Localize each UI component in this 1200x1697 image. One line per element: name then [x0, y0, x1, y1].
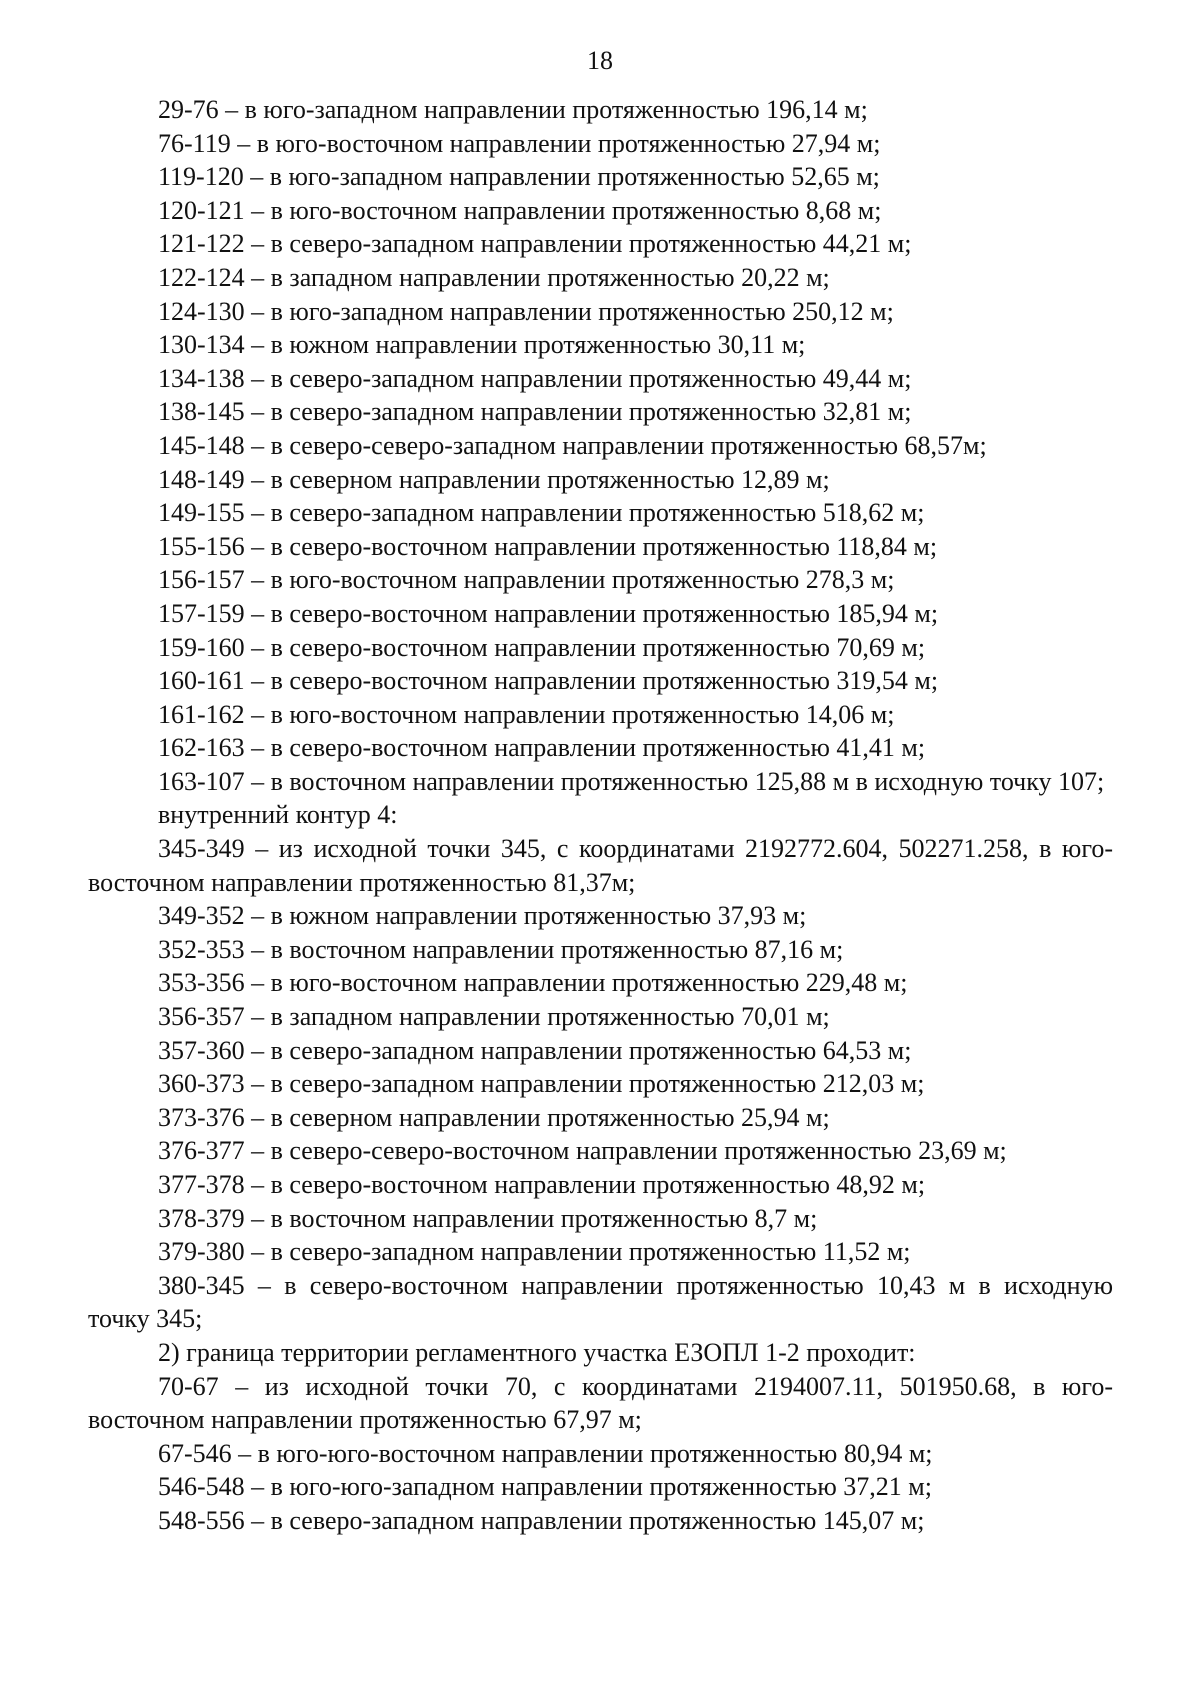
boundary-segment: 120-121 – в юго-восточном направлении протяженностью 8,68 м;	[158, 195, 882, 225]
boundary-segment: 159-160 – в северо-восточном направлении протяженностью 70,69 м;	[158, 632, 926, 662]
boundary-segment: 138-145 – в северо-западном направлении протяженностью 32,81 м;	[158, 397, 912, 427]
boundary-segment: 124-130 – в юго-западном направлении протяженностью 250,12 м;	[158, 296, 894, 326]
boundary-segment: 379-380 – в северо-западном направлении протяженностью 11,52 м;	[158, 1237, 911, 1267]
boundary-segment: 76-119 – в юго-восточном направлении протяженностью 27,94 м;	[158, 128, 881, 158]
boundary-segment: 119-120 – в юго-западном направлении протяженностью 52,65 м;	[158, 162, 880, 192]
boundary-segment: 378-379 – в восточном направлении протяженностью 8,7 м;	[158, 1203, 818, 1233]
boundary-segment: 155-156 – в северо-восточном направлении протяженностью 118,84 м;	[158, 531, 938, 561]
section-heading: 2) граница территории регламентного участка ЕЗОПЛ 1-2 проходит:	[158, 1337, 916, 1367]
boundary-segment: 156-157 – в юго-восточном направлении протяженностью 278,3 м;	[158, 565, 895, 595]
contour-heading: внутренний контур 4:	[158, 800, 398, 830]
boundary-segment: 122-124 – в западном направлении протяженностью 20,22 м;	[158, 262, 830, 292]
boundary-segment: 357-360 – в северо-западном направлении протяженностью 64,53 м;	[158, 1035, 912, 1065]
boundary-segment: 145-148 – в северо-северо-западном направлении протяженностью 68,57м;	[158, 430, 987, 460]
boundary-segment: 349-352 – в южном направлении протяженностью 37,93 м;	[158, 901, 807, 931]
boundary-segment: 360-373 – в северо-западном направлении протяженностью 212,03 м;	[158, 1069, 925, 1099]
boundary-segment: 149-155 – в северо-западном направлении протяженностью 518,62 м;	[158, 498, 925, 528]
boundary-segment: 352-353 – в восточном направлении протяженностью 87,16 м;	[158, 934, 844, 964]
boundary-segment: 130-134 – в южном направлении протяженностью 30,11 м;	[158, 330, 806, 360]
boundary-segment: 373-376 – в северном направлении протяженностью 25,94 м;	[158, 1102, 830, 1132]
boundary-segment: 121-122 – в северо-западном направлении протяженностью 44,21 м;	[158, 229, 912, 259]
boundary-segment: 356-357 – в западном направлении протяженностью 70,01 м;	[158, 1002, 830, 1032]
boundary-segment: 29-76 – в юго-западном направлении протяженностью 196,14 м;	[158, 95, 868, 124]
boundary-segment-start: 70-67 – из исходной точки 70, с координатами 2194007.11, 501950.68, в юго-восточном направлении протяженностью 67,97 м;	[88, 1371, 1113, 1435]
boundary-segment: 160-161 – в северо-восточном направлении протяженностью 319,54 м;	[158, 666, 939, 696]
boundary-segment-closing: 380-345 – в северо-восточном направлении протяженностью 10,43 м в исходную точку 345;	[88, 1270, 1113, 1334]
boundary-segment: 548-556 – в северо-западном направлении протяженностью 145,07 м;	[158, 1505, 925, 1535]
boundary-segment: 376-377 – в северо-северо-восточном направлении протяженностью 23,69 м;	[158, 1136, 1007, 1166]
boundary-segment: 157-159 – в северо-восточном направлении протяженностью 185,94 м;	[158, 598, 939, 628]
boundary-segment: 67-546 – в юго-юго-восточном направлении протяженностью 80,94 м;	[158, 1438, 933, 1468]
boundary-segment-closing: 163-107 – в восточном направлении протяженностью 125,88 м в исходную точку 107;	[158, 766, 1105, 796]
boundary-segment: 148-149 – в северном направлении протяженностью 12,89 м;	[158, 464, 830, 494]
boundary-segment-start: 345-349 – из исходной точки 345, с координатами 2192772.604, 502271.258, в юго-восточном направлении протяженностью 81,37м;	[88, 834, 1113, 897]
page-number: 18	[587, 46, 613, 75]
boundary-segment: 377-378 – в северо-восточном направлении протяженностью 48,92 м;	[158, 1170, 926, 1199]
document-body	[88, 93, 1113, 1538]
boundary-segment: 162-163 – в северо-восточном направлении протяженностью 41,41 м;	[158, 733, 926, 763]
boundary-segment: 161-162 – в юго-восточном направлении протяженностью 14,06 м;	[158, 699, 895, 729]
boundary-segment: 353-356 – в юго-восточном направлении протяженностью 229,48 м;	[158, 968, 908, 998]
boundary-segment: 134-138 – в северо-западном направлении протяженностью 49,44 м;	[158, 363, 912, 393]
boundary-segment: 546-548 – в юго-юго-западном направлении протяженностью 37,21 м;	[158, 1472, 932, 1502]
